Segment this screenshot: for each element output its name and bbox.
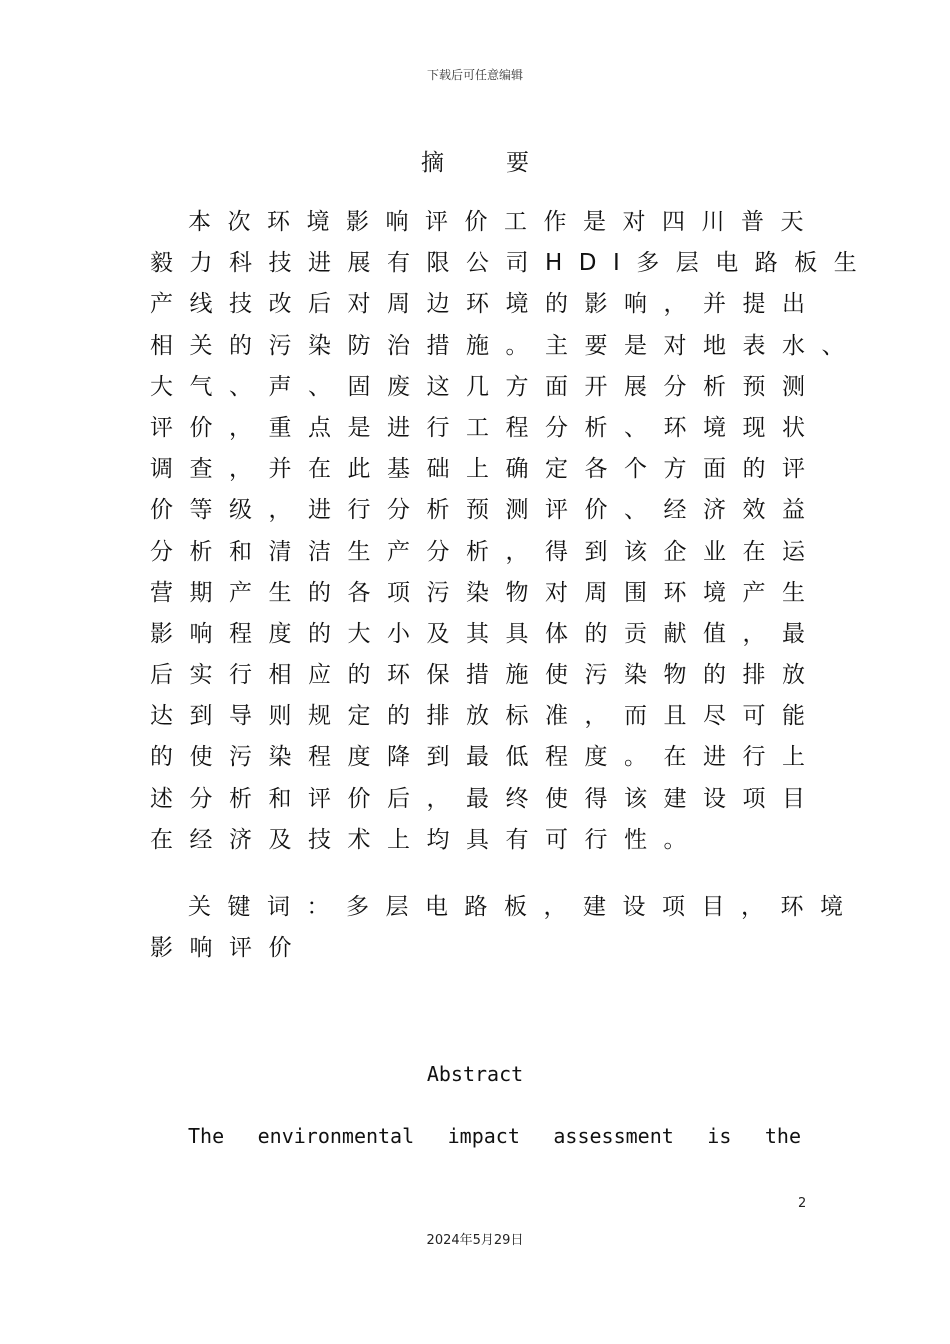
abstract-cn-line: 述分析和评价后，最终使得该建设项目 [150,785,822,812]
abstract-cn-line: 大气、声、固废这几方面开展分析预测 [150,373,822,400]
abstract-cn-line: 价等级，进行分析预测评价、经济效益 [150,497,822,524]
abstract-cn-line: 在经济及技术上均具有可行性。 [150,826,703,853]
abstract-cn-line: 达到导则规定的排放标准，而且尽可能 [150,703,822,730]
abstract-cn-line: 本次环境影响评价工作是对四川普天 [188,209,820,235]
abstract-cn-line: 影响程度的大小及其具体的贡献值，最 [150,620,822,647]
keywords-line: 关键词：多层电路板，建设项目，环境 [188,894,860,920]
footer-date: 2024年5月29日 [426,1233,524,1248]
abstract-en-word: is [707,1124,732,1148]
abstract-en-word: impact [447,1124,520,1148]
abstract-cn-line: 产线技改后对周边环境的影响，并提出 [150,291,822,318]
abstract-cn-line: 相关的污染防治措施。主要是对地表水、 [150,332,861,359]
abstract-cn-body [150,202,874,861]
abstract-en-word: environmental [257,1124,415,1148]
abstract-cn-line: 分析和清洁生产分析，得到该企业在运 [150,538,822,565]
abstract-en-word: The [188,1124,225,1148]
abstract-cn-line: 营期产生的各项污染物对周围环境产生 [150,579,822,606]
abstract-cn-line: 评价，重点是进行工程分析、环境现状 [150,414,822,441]
abstract-en-word: the [764,1124,801,1148]
abstract-en-title: Abstract [426,1062,524,1086]
keywords-block [150,887,860,969]
abstract-en-word: assessment [553,1124,674,1148]
keywords-line: 影响评价 [150,935,308,962]
abstract-cn-line: 调查，并在此基础上确定各个方面的评 [150,456,822,483]
page-number: 2 [798,1196,807,1211]
abstract-cn-line: 的使污染程度降到最低程度。在进行上 [150,744,822,771]
header-note: 下载后可任意编辑 [426,68,523,82]
abstract-en-first-line [188,1124,801,1148]
abstract-cn-line: 后实行相应的环保措施使污染物的排放 [150,662,822,689]
abstract-cn-line: 毅力科技进展有限公司HDI多层电路板生 [150,250,874,277]
abstract-cn-title: 摘要 [421,150,591,176]
